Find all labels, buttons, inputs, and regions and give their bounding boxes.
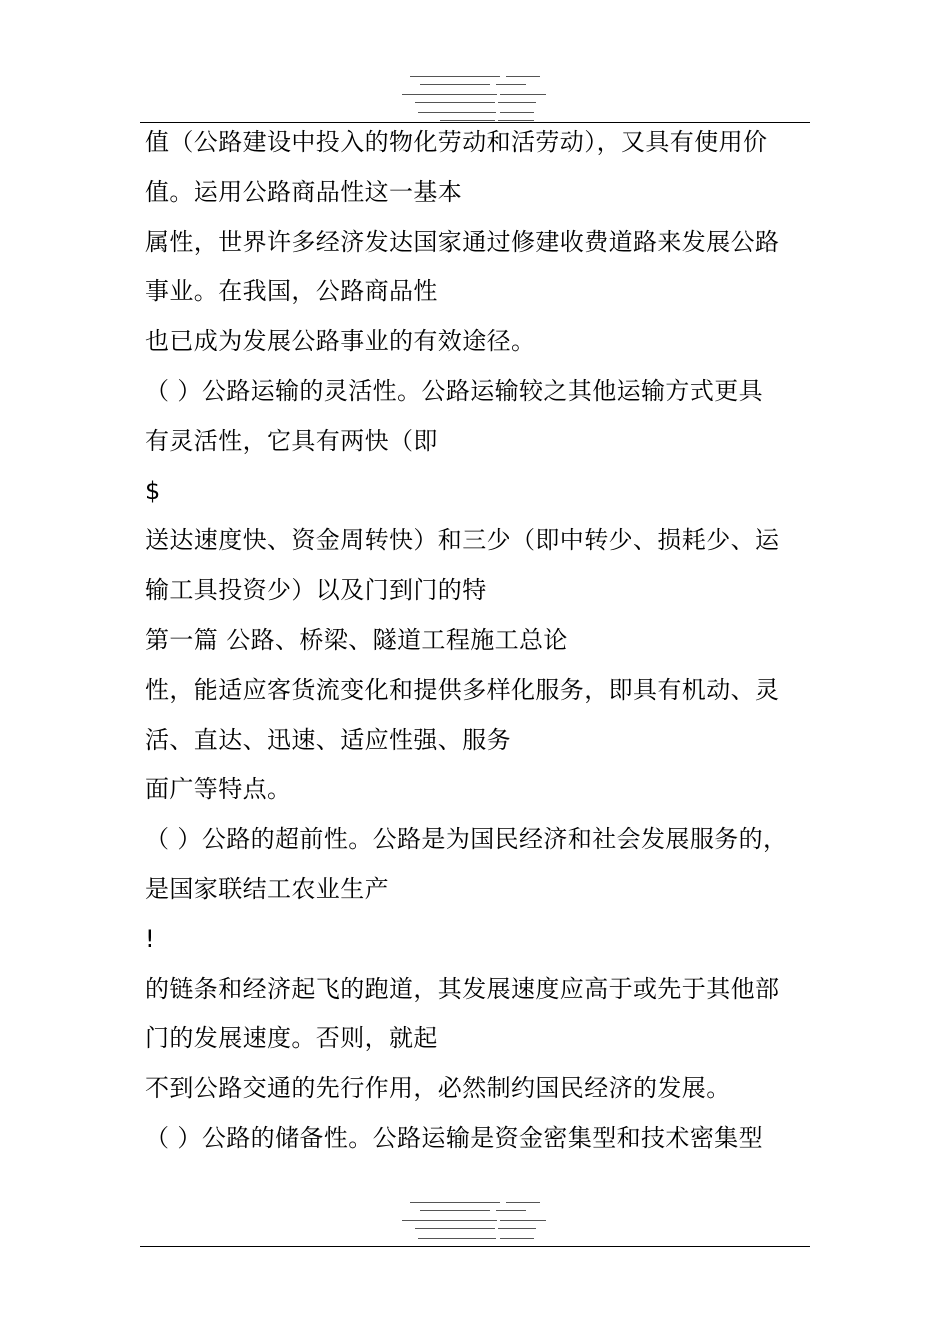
text-line: 值。运用公路商品性这一基本 [145, 177, 463, 206]
text-line: 属性，世界许多经济发达国家通过修建收费道路来发展公路 [145, 227, 780, 256]
text-line: 输工具投资少）以及门到门的特 [145, 576, 487, 605]
footer-decoration [400, 1198, 550, 1248]
text-line: 事业。在我国，公路商品性 [145, 277, 438, 306]
text-line: 性，能适应客货流变化和提供多样化服务，即具有机动、灵 [145, 675, 780, 704]
header-decoration [400, 72, 550, 122]
text-line: 送达速度快、资金周转快）和三少（即中转少、损耗少、运 [145, 526, 780, 555]
text-line: （ ）公路的超前性。公路是为国民经济和社会发展服务的， [145, 825, 788, 854]
document-body [145, 118, 815, 1164]
text-line: （ ）公路运输的灵活性。公路运输较之其他运输方式更具 [145, 376, 764, 405]
stray-symbol: ! [145, 924, 156, 953]
section-heading: 第一篇 公路、桥梁、隧道工程施工总论 [145, 625, 568, 654]
stray-symbol: $ [145, 476, 161, 505]
text-line: 门的发展速度。否则，就起 [145, 1024, 438, 1053]
text-line: 的链条和经济起飞的跑道，其发展速度应高于或先于其他部 [145, 974, 780, 1003]
footer-rule [140, 1246, 810, 1247]
text-line: 值（公路建设中投入的物化劳动和活劳动），又具有使用价 [145, 128, 768, 156]
text-line: 有灵活性，它具有两快（即 [145, 426, 438, 455]
text-line: （ ）公路的储备性。公路运输是资金密集型和技术密集型 [145, 1123, 764, 1152]
text-line: 活、直达、迅速、适应性强、服务 [145, 725, 511, 754]
text-line: 不到公路交通的先行作用，必然制约国民经济的发展。 [145, 1074, 731, 1103]
text-line: 面广等特点。 [145, 775, 292, 804]
text-line: 是国家联结工农业生产 [145, 874, 389, 903]
text-line: 也已成为发展公路事业的有效途径。 [145, 327, 536, 356]
